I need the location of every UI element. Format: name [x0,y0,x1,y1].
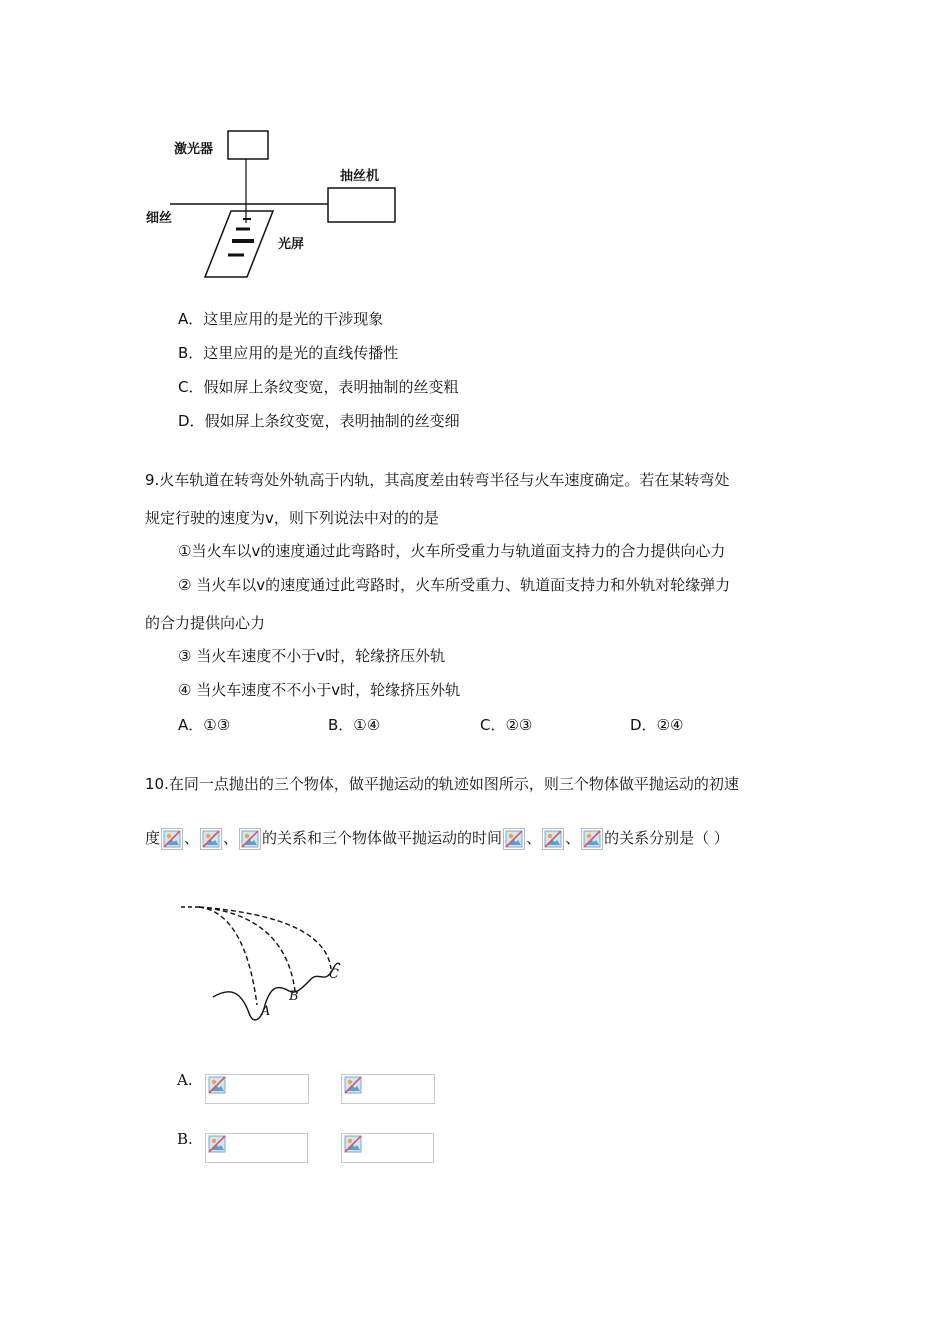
q9-option-a [178,715,230,735]
option-label: A． [178,310,204,328]
option-text: 这里应用的是光的直线传播性 [203,344,399,362]
q9-option-c [480,715,532,735]
separator: 、 [526,829,542,847]
q9-option-b [328,715,380,735]
option-text: 假如屏上条纹变宽，表明抽制的丝变细 [204,412,460,430]
option-label: D． [178,412,205,430]
option-label: C． [480,716,506,734]
q10-text-end: 的关系分别是（ ） [604,829,729,847]
option-label: B． [328,716,354,734]
q9-option-d [630,715,683,735]
q9-statement-1: ①当火车以v的速度通过此弯路时，火车所受重力与轨道面支持力的合力提供向心力 [178,542,726,560]
option-label: A． [178,716,204,734]
option-label: B． [178,344,204,362]
q10-option-b-formula-1 [205,1133,308,1163]
option-label: D． [630,716,657,734]
point-b-label: B [289,989,299,1004]
q9-statement-3: ③ 当火车速度不小于v时，轮缘挤压外轨 [178,647,446,665]
option-text: ②④ [656,716,684,734]
projectile-trajectory-diagram [175,895,355,1030]
option-text: ②③ [505,716,533,734]
broken-image-icon [343,1134,363,1154]
option-text: ①③ [203,716,231,734]
laser-label: 激光器 [174,142,214,157]
q10-stem-line2 [145,826,729,850]
broken-image-icon [343,1075,363,1095]
q8-option-b [178,343,398,363]
q9-stem-line2: 规定行驶的速度为v，则下列说法中对的的是 [145,509,439,527]
laser-wire-diagram [140,125,420,285]
broken-image-icon [239,828,261,850]
q10-option-a-label: A. [177,1071,193,1089]
option-text: 假如屏上条纹变宽，表明抽制的丝变粗 [203,378,459,396]
q9-statement-2-line2: 的合力提供向心力 [145,614,266,632]
broken-image-icon [207,1075,227,1095]
point-c-label: C [329,967,339,982]
q10-text-mid: 的关系和三个物体做平抛运动的时间 [262,829,503,847]
q8-option-c [178,377,459,397]
option-label: C． [178,378,204,396]
q8-option-d [178,411,460,431]
broken-image-icon [503,828,525,850]
q9-statement-4: ④ 当火车速度不不小于v时，轮缘挤压外轨 [178,681,461,699]
q10-option-a-formula-1 [205,1074,309,1104]
q10-option-a-formula-2 [341,1074,435,1104]
q9-statement-2-line1: ② 当火车以v的速度通过此弯路时，火车所受重力、轨道面支持力和外轨对轮缘弹力 [178,576,731,594]
wire-label: 细丝 [146,211,173,226]
option-text: 这里应用的是光的干涉现象 [203,310,384,328]
q10-text-start: 度 [145,829,161,847]
option-text: ①④ [353,716,381,734]
broken-image-icon [207,1134,227,1154]
separator: 、 [184,829,200,847]
q8-option-a [178,309,383,329]
broken-image-icon [200,828,222,850]
broken-image-icon [542,828,564,850]
q9-stem-line1: 9.火车轨道在转弯处外轨高于内轨，其高度差由转弯半径与火车速度确定。若在某转弯处 [145,471,730,489]
q10-option-b-label: B. [177,1130,193,1148]
q10-stem-line1: 10.在同一点抛出的三个物体，做平抛运动的轨迹如图所示，则三个物体做平抛运动的初速 [145,775,739,793]
separator: 、 [223,829,239,847]
q10-option-b-formula-2 [341,1133,434,1163]
broken-image-icon [161,828,183,850]
point-a-label: A [261,1004,271,1019]
separator: 、 [565,829,581,847]
screen-label: 光屏 [278,237,305,252]
drawer-label: 抽丝机 [340,169,380,184]
broken-image-icon [581,828,603,850]
